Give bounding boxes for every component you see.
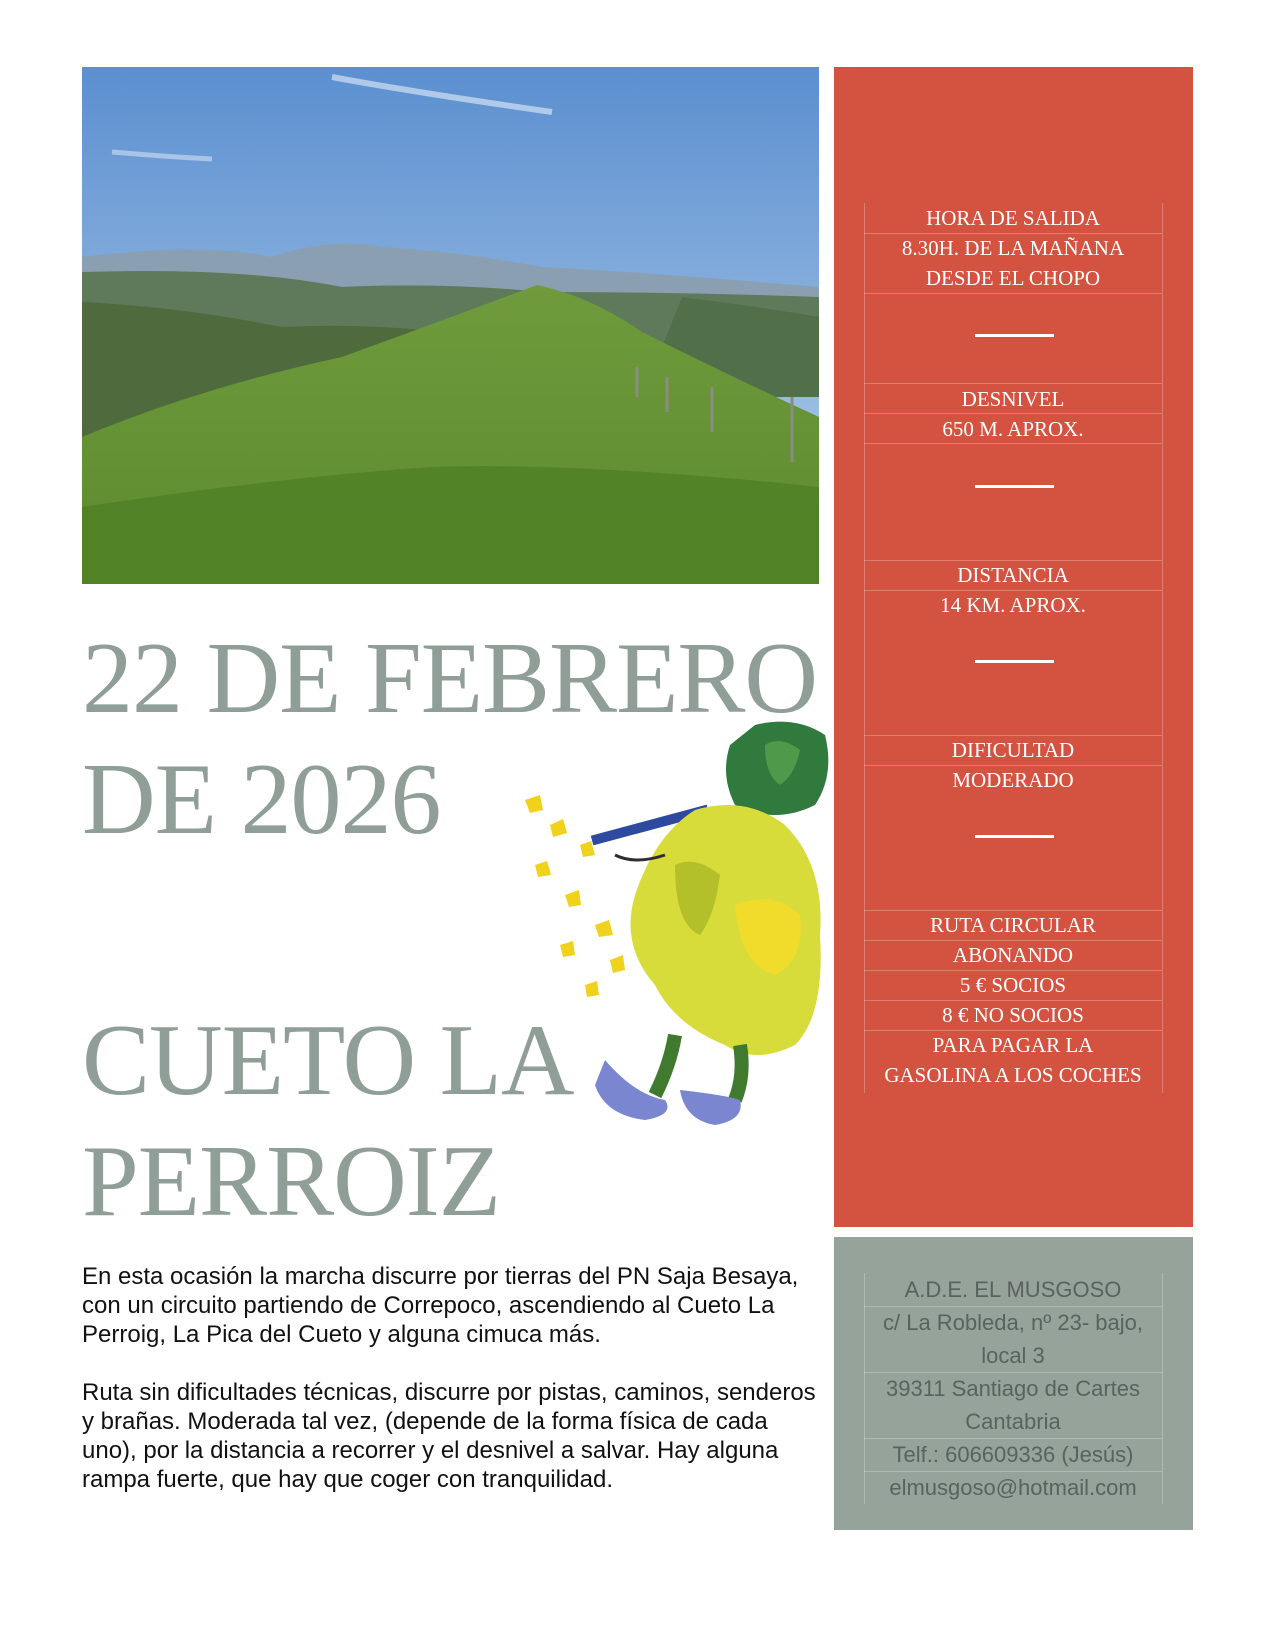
elevation-info xyxy=(864,384,1162,444)
event-date: 22 DE FEBRERO DE 2026 xyxy=(82,622,818,856)
elevation-label: DESNIVEL xyxy=(961,387,1065,411)
route-price-non-members: 8 € NO SOCIOS xyxy=(942,1003,1084,1027)
divider xyxy=(975,334,1054,337)
phone: Telf.: 606609336 (Jesús) xyxy=(892,1442,1134,1467)
route-type: RUTA CIRCULAR xyxy=(930,913,1096,937)
difficulty-info xyxy=(864,735,1162,795)
distance-value: 14 KM. APROX. xyxy=(940,593,1086,617)
table-border xyxy=(864,293,1162,294)
distance-label: DISTANCIA xyxy=(957,563,1069,587)
divider xyxy=(975,660,1054,663)
route-price-members: 5 € SOCIOS xyxy=(959,973,1067,997)
route-payment: ABONANDO xyxy=(952,943,1074,967)
table-border xyxy=(1162,203,1163,1093)
elevation-value: 650 M. APROX. xyxy=(942,417,1084,441)
contact-info xyxy=(864,1273,1162,1504)
divider xyxy=(975,485,1054,488)
email: elmusgoso@hotmail.com xyxy=(889,1475,1137,1500)
difficulty-label: DIFICULTAD xyxy=(951,738,1075,762)
address-line-1: c/ La Robleda, nº 23- bajo, xyxy=(883,1310,1143,1335)
event-description xyxy=(82,1262,822,1523)
mountain-landscape-photo xyxy=(82,67,819,584)
route-purpose-1: PARA PAGAR LA xyxy=(932,1033,1094,1057)
departure-label: HORA DE SALIDA xyxy=(926,206,1100,230)
divider xyxy=(975,835,1054,838)
distance-info xyxy=(864,560,1162,620)
org-name: A.D.E. EL MUSGOSO xyxy=(904,1277,1122,1302)
address-city: 39311 Santiago de Cartes xyxy=(886,1376,1140,1401)
description-paragraph: Ruta sin dificultades técnicas, discurre por pistas, caminos, senderos y brañas. Moderada tal vez, (depende de la forma física de cada uno), por la distancia a recorrer y el desnivel a salvar. Hay alguna rampa fuerte, que hay que coger con tranquilidad. xyxy=(82,1379,816,1493)
address-region: Cantabria xyxy=(965,1409,1061,1434)
departure-time: 8.30H. DE LA MAÑANA xyxy=(901,236,1125,260)
route-purpose-2: GASOLINA A LOS COCHES xyxy=(884,1063,1142,1087)
event-title: CUETO LA PERROIZ xyxy=(82,1004,568,1238)
departure-info xyxy=(864,203,1162,293)
address-line-2: local 3 xyxy=(981,1343,1045,1368)
difficulty-value: MODERADO xyxy=(952,768,1074,792)
description-paragraph: En esta ocasión la marcha discurre por tierras del PN Saja Besaya, con un circuito partiendo de Correpoco, ascendiendo al Cueto La Perroig, La Pica del Cueto y alguna cimuca más. xyxy=(82,1263,799,1348)
route-info xyxy=(864,910,1162,1090)
departure-place: DESDE EL CHOPO xyxy=(925,266,1101,290)
table-border xyxy=(1162,1273,1163,1504)
